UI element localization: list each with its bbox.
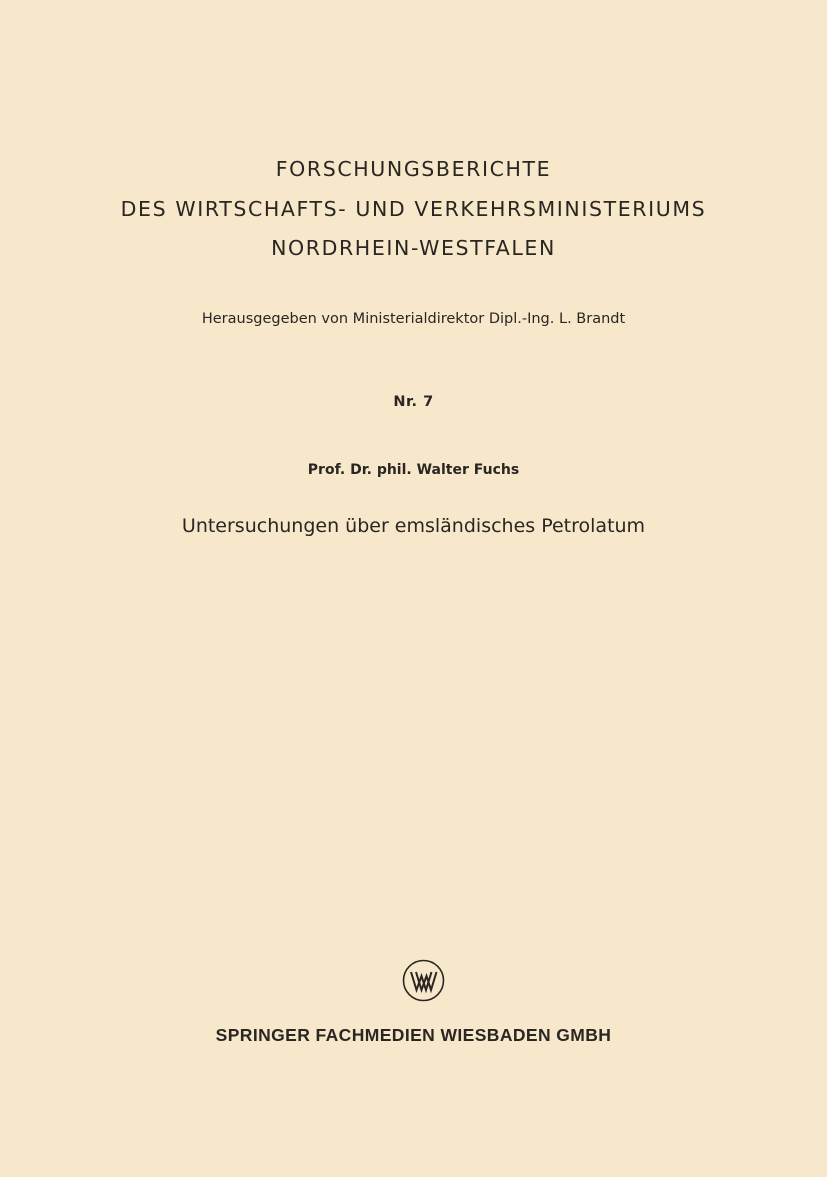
editor-credit: Herausgegeben von Ministerialdirektor Dipl.-Ing. L. Brandt bbox=[201, 311, 626, 327]
series-title-line-3: NORDRHEIN-WESTFALEN bbox=[271, 236, 556, 260]
springer-w-logo-icon bbox=[402, 959, 445, 1002]
series-title-line-2: DES WIRTSCHAFTS- UND VERKEHRSMINISTERIUMS bbox=[120, 197, 707, 221]
series-title-line-1: FORSCHUNGSBERICHTE bbox=[275, 157, 552, 181]
book-title: Untersuchungen über emsländisches Petrolatum bbox=[181, 515, 646, 537]
author-name: Prof. Dr. phil. Walter Fuchs bbox=[307, 462, 520, 478]
publisher-name: SPRINGER FACHMEDIEN WIESBADEN GMBH bbox=[215, 1025, 612, 1045]
issue-number: Nr. 7 bbox=[393, 394, 434, 410]
